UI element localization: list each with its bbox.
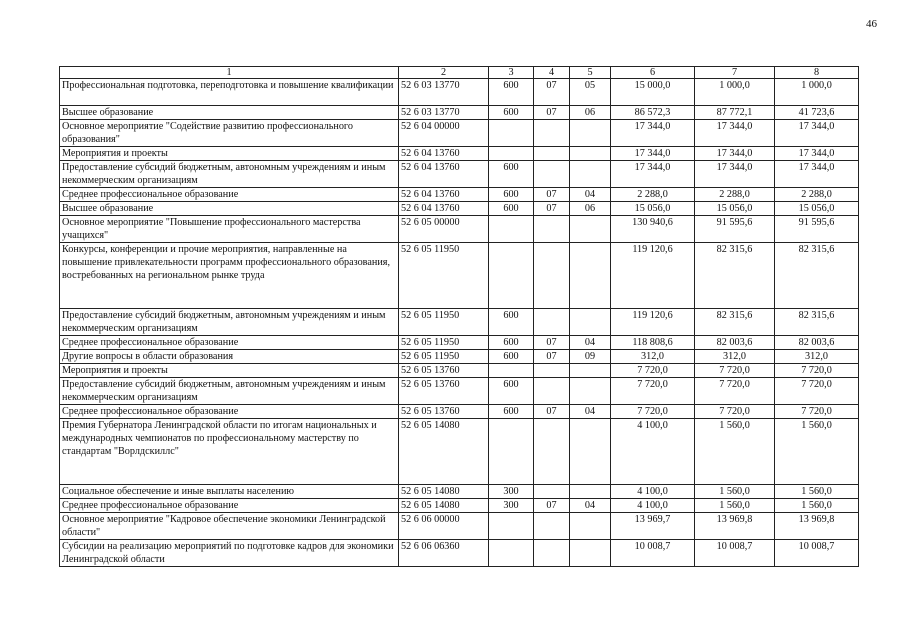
row-name-cell: Предоставление субсидий бюджетным, автономным учреждениям и иным некоммерческим организациям xyxy=(60,378,399,405)
page-number: 46 xyxy=(866,18,877,30)
row-name-cell: Профессиональная подготовка, переподготовка и повышение квалификации xyxy=(60,79,399,106)
row-section-cell: 07 xyxy=(534,188,570,202)
row-code-cell: 52 6 05 14080 xyxy=(399,499,489,513)
row-type-cell xyxy=(489,540,534,567)
row-amount-cell: 7 720,0 xyxy=(611,405,695,419)
row-subsection-cell xyxy=(570,364,611,378)
row-amount-cell: 2 288,0 xyxy=(775,188,859,202)
row-amount-cell: 119 120,6 xyxy=(611,243,695,309)
row-amount-cell: 1 000,0 xyxy=(695,79,775,106)
row-subsection-cell: 04 xyxy=(570,188,611,202)
row-name-cell: Конкурсы, конференции и прочие мероприятия, направленные на повышение привлекательности программ профессионального образования, востребованных на региональном рынке труда xyxy=(60,243,399,309)
row-type-cell: 600 xyxy=(489,350,534,364)
row-code-cell: 52 6 03 13770 xyxy=(399,106,489,120)
row-amount-cell: 7 720,0 xyxy=(695,378,775,405)
row-code-cell: 52 6 05 00000 xyxy=(399,216,489,243)
row-section-cell xyxy=(534,161,570,188)
row-section-cell xyxy=(534,540,570,567)
row-amount-cell: 15 000,0 xyxy=(611,79,695,106)
row-amount-cell: 119 120,6 xyxy=(611,309,695,336)
row-code-cell: 52 6 05 14080 xyxy=(399,419,489,485)
table-row xyxy=(60,513,859,540)
table-row xyxy=(60,309,859,336)
table-row xyxy=(60,378,859,405)
row-name-cell: Среднее профессиональное образование xyxy=(60,405,399,419)
row-subsection-cell xyxy=(570,161,611,188)
row-amount-cell: 91 595,6 xyxy=(775,216,859,243)
row-amount-cell: 17 344,0 xyxy=(611,147,695,161)
table-row xyxy=(60,161,859,188)
column-header: 8 xyxy=(775,67,859,79)
row-subsection-cell: 04 xyxy=(570,405,611,419)
table-row xyxy=(60,485,859,499)
row-subsection-cell xyxy=(570,243,611,309)
row-amount-cell: 7 720,0 xyxy=(695,405,775,419)
row-amount-cell: 1 560,0 xyxy=(775,419,859,485)
row-subsection-cell xyxy=(570,309,611,336)
table-row xyxy=(60,188,859,202)
row-type-cell: 600 xyxy=(489,336,534,350)
row-amount-cell: 17 344,0 xyxy=(695,147,775,161)
row-name-cell: Среднее профессиональное образование xyxy=(60,499,399,513)
table-row xyxy=(60,350,859,364)
row-code-cell: 52 6 05 11950 xyxy=(399,350,489,364)
row-subsection-cell: 06 xyxy=(570,202,611,216)
row-section-cell: 07 xyxy=(534,350,570,364)
row-type-cell: 600 xyxy=(489,378,534,405)
table-row xyxy=(60,79,859,106)
row-amount-cell: 2 288,0 xyxy=(695,188,775,202)
row-name-cell: Высшее образование xyxy=(60,106,399,120)
row-name-cell: Основное мероприятие "Кадровое обеспечение экономики Ленинградской области" xyxy=(60,513,399,540)
row-amount-cell: 1 560,0 xyxy=(695,419,775,485)
row-name-cell: Премия Губернатора Ленинградской области по итогам национальных и международных чемпионатов по профессиональному мастерству по стандартам "Ворлдскиллс" xyxy=(60,419,399,485)
row-code-cell: 52 6 05 11950 xyxy=(399,309,489,336)
row-section-cell xyxy=(534,309,570,336)
row-type-cell: 600 xyxy=(489,309,534,336)
row-code-cell: 52 6 04 13760 xyxy=(399,188,489,202)
row-section-cell xyxy=(534,513,570,540)
table-row xyxy=(60,336,859,350)
row-subsection-cell: 06 xyxy=(570,106,611,120)
row-amount-cell: 17 344,0 xyxy=(611,120,695,147)
row-type-cell xyxy=(489,216,534,243)
row-type-cell: 600 xyxy=(489,188,534,202)
row-section-cell xyxy=(534,243,570,309)
row-code-cell: 52 6 05 13760 xyxy=(399,378,489,405)
row-name-cell: Субсидии на реализацию мероприятий по подготовке кадров для экономики Ленинградской области xyxy=(60,540,399,567)
row-code-cell: 52 6 06 00000 xyxy=(399,513,489,540)
row-subsection-cell: 09 xyxy=(570,350,611,364)
row-amount-cell: 7 720,0 xyxy=(775,378,859,405)
row-section-cell: 07 xyxy=(534,106,570,120)
row-amount-cell: 17 344,0 xyxy=(695,161,775,188)
row-section-cell xyxy=(534,147,570,161)
row-name-cell: Основное мероприятие "Повышение профессионального мастерства учащихся" xyxy=(60,216,399,243)
row-subsection-cell xyxy=(570,120,611,147)
row-amount-cell: 7 720,0 xyxy=(775,364,859,378)
row-section-cell: 07 xyxy=(534,405,570,419)
row-code-cell: 52 6 05 11950 xyxy=(399,243,489,309)
row-amount-cell: 10 008,7 xyxy=(695,540,775,567)
row-subsection-cell: 04 xyxy=(570,336,611,350)
row-name-cell: Высшее образование xyxy=(60,202,399,216)
row-subsection-cell xyxy=(570,378,611,405)
table-row xyxy=(60,405,859,419)
row-type-cell xyxy=(489,243,534,309)
row-name-cell: Основное мероприятие "Содействие развитию профессионального образования" xyxy=(60,120,399,147)
row-amount-cell: 4 100,0 xyxy=(611,485,695,499)
row-subsection-cell: 04 xyxy=(570,499,611,513)
row-subsection-cell xyxy=(570,485,611,499)
row-amount-cell: 13 969,7 xyxy=(611,513,695,540)
row-amount-cell: 7 720,0 xyxy=(611,378,695,405)
row-type-cell xyxy=(489,364,534,378)
column-header: 2 xyxy=(399,67,489,79)
row-type-cell: 600 xyxy=(489,106,534,120)
table-row xyxy=(60,540,859,567)
row-subsection-cell xyxy=(570,147,611,161)
row-amount-cell: 82 315,6 xyxy=(695,309,775,336)
row-code-cell: 52 6 03 13770 xyxy=(399,79,489,106)
row-amount-cell: 17 344,0 xyxy=(775,120,859,147)
row-name-cell: Предоставление субсидий бюджетным, автономным учреждениям и иным некоммерческим организациям xyxy=(60,161,399,188)
row-amount-cell: 91 595,6 xyxy=(695,216,775,243)
row-amount-cell: 41 723,6 xyxy=(775,106,859,120)
row-name-cell: Социальное обеспечение и иные выплаты населению xyxy=(60,485,399,499)
row-amount-cell: 17 344,0 xyxy=(695,120,775,147)
row-subsection-cell: 05 xyxy=(570,79,611,106)
row-amount-cell: 13 969,8 xyxy=(775,513,859,540)
row-amount-cell: 1 560,0 xyxy=(695,499,775,513)
row-amount-cell: 82 315,6 xyxy=(775,243,859,309)
row-type-cell: 300 xyxy=(489,485,534,499)
row-amount-cell: 4 100,0 xyxy=(611,419,695,485)
row-amount-cell: 7 720,0 xyxy=(775,405,859,419)
row-code-cell: 52 6 05 13760 xyxy=(399,364,489,378)
row-type-cell xyxy=(489,419,534,485)
row-code-cell: 52 6 05 14080 xyxy=(399,485,489,499)
row-amount-cell: 10 008,7 xyxy=(775,540,859,567)
row-amount-cell: 15 056,0 xyxy=(611,202,695,216)
row-amount-cell: 312,0 xyxy=(611,350,695,364)
row-code-cell: 52 6 04 13760 xyxy=(399,161,489,188)
row-amount-cell: 82 315,6 xyxy=(695,243,775,309)
row-subsection-cell xyxy=(570,216,611,243)
table-row xyxy=(60,499,859,513)
row-code-cell: 52 6 05 11950 xyxy=(399,336,489,350)
row-amount-cell: 15 056,0 xyxy=(695,202,775,216)
row-name-cell: Предоставление субсидий бюджетным, автономным учреждениям и иным некоммерческим организациям xyxy=(60,309,399,336)
row-amount-cell: 17 344,0 xyxy=(611,161,695,188)
row-section-cell: 07 xyxy=(534,202,570,216)
row-name-cell: Мероприятия и проекты xyxy=(60,147,399,161)
row-name-cell: Среднее профессиональное образование xyxy=(60,336,399,350)
row-section-cell: 07 xyxy=(534,499,570,513)
row-type-cell: 300 xyxy=(489,499,534,513)
table-header-row xyxy=(60,67,859,79)
column-header: 3 xyxy=(489,67,534,79)
row-type-cell: 600 xyxy=(489,405,534,419)
row-subsection-cell xyxy=(570,419,611,485)
row-section-cell xyxy=(534,419,570,485)
row-name-cell: Среднее профессиональное образование xyxy=(60,188,399,202)
row-code-cell: 52 6 05 13760 xyxy=(399,405,489,419)
table-row xyxy=(60,419,859,485)
row-section-cell: 07 xyxy=(534,336,570,350)
row-type-cell: 600 xyxy=(489,79,534,106)
column-header: 6 xyxy=(611,67,695,79)
row-code-cell: 52 6 06 06360 xyxy=(399,540,489,567)
row-amount-cell: 1 000,0 xyxy=(775,79,859,106)
row-section-cell xyxy=(534,120,570,147)
column-header: 4 xyxy=(534,67,570,79)
row-amount-cell: 2 288,0 xyxy=(611,188,695,202)
row-amount-cell: 4 100,0 xyxy=(611,499,695,513)
row-name-cell: Мероприятия и проекты xyxy=(60,364,399,378)
column-header: 1 xyxy=(60,67,399,79)
row-amount-cell: 17 344,0 xyxy=(775,147,859,161)
row-code-cell: 52 6 04 13760 xyxy=(399,202,489,216)
row-section-cell: 07 xyxy=(534,79,570,106)
row-amount-cell: 82 003,6 xyxy=(775,336,859,350)
row-type-cell xyxy=(489,147,534,161)
row-amount-cell: 1 560,0 xyxy=(775,485,859,499)
row-section-cell xyxy=(534,216,570,243)
row-amount-cell: 10 008,7 xyxy=(611,540,695,567)
row-section-cell xyxy=(534,485,570,499)
table-row xyxy=(60,120,859,147)
row-amount-cell: 312,0 xyxy=(775,350,859,364)
row-amount-cell: 1 560,0 xyxy=(695,485,775,499)
table-row xyxy=(60,364,859,378)
table-row xyxy=(60,202,859,216)
row-amount-cell: 7 720,0 xyxy=(695,364,775,378)
row-amount-cell: 130 940,6 xyxy=(611,216,695,243)
row-name-cell: Другие вопросы в области образования xyxy=(60,350,399,364)
row-type-cell: 600 xyxy=(489,202,534,216)
row-amount-cell: 82 315,6 xyxy=(775,309,859,336)
row-section-cell xyxy=(534,378,570,405)
row-amount-cell: 82 003,6 xyxy=(695,336,775,350)
row-amount-cell: 118 808,6 xyxy=(611,336,695,350)
row-type-cell: 600 xyxy=(489,161,534,188)
row-amount-cell: 13 969,8 xyxy=(695,513,775,540)
table-row xyxy=(60,216,859,243)
table-row xyxy=(60,106,859,120)
table-row xyxy=(60,147,859,161)
row-amount-cell: 7 720,0 xyxy=(611,364,695,378)
row-amount-cell: 87 772,1 xyxy=(695,106,775,120)
row-code-cell: 52 6 04 00000 xyxy=(399,120,489,147)
row-subsection-cell xyxy=(570,513,611,540)
row-subsection-cell xyxy=(570,540,611,567)
row-amount-cell: 1 560,0 xyxy=(775,499,859,513)
row-section-cell xyxy=(534,364,570,378)
row-amount-cell: 17 344,0 xyxy=(775,161,859,188)
row-type-cell xyxy=(489,120,534,147)
row-amount-cell: 15 056,0 xyxy=(775,202,859,216)
column-header: 7 xyxy=(695,67,775,79)
column-header: 5 xyxy=(570,67,611,79)
row-amount-cell: 86 572,3 xyxy=(611,106,695,120)
row-code-cell: 52 6 04 13760 xyxy=(399,147,489,161)
budget-table xyxy=(59,66,859,567)
row-amount-cell: 312,0 xyxy=(695,350,775,364)
row-type-cell xyxy=(489,513,534,540)
table-row xyxy=(60,243,859,309)
